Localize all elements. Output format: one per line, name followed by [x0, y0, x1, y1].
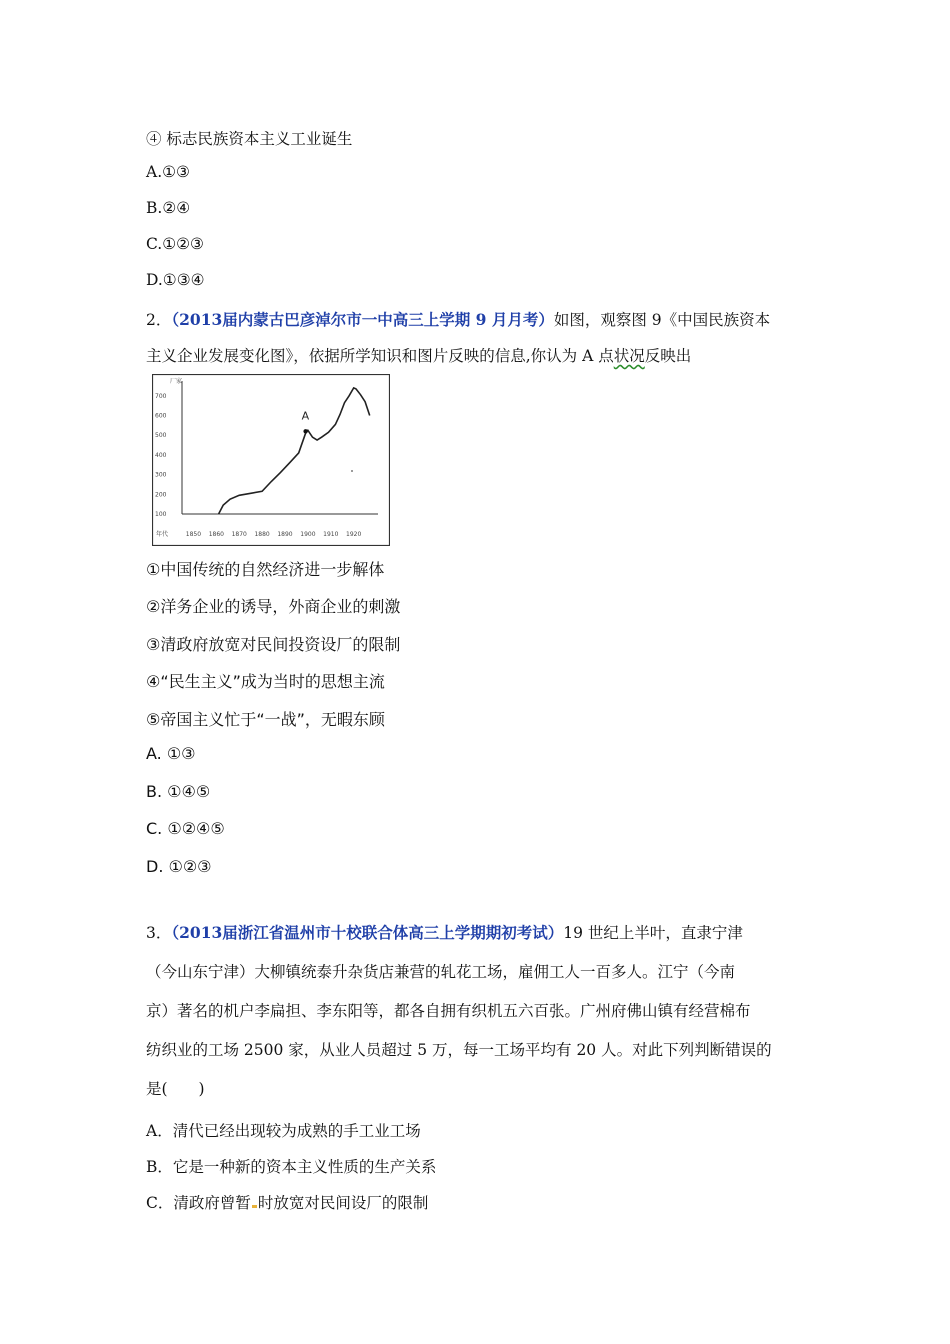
q1-option-a: A.①③ [146, 163, 190, 181]
x-tick-label: 1920 [346, 531, 362, 538]
x-tick-label: 1900 [300, 531, 316, 538]
q3-number: 3． [146, 924, 172, 942]
x-tick-label: 1860 [208, 531, 224, 538]
q2-option-d: D. ①②③ [146, 857, 212, 876]
q3-line-2: （今山东宁津）大柳镇统泰升杂货店兼营的轧花工场，雇佣工人一百多人。江宁（今南 [146, 963, 736, 981]
q1-option-c: C.①②③ [146, 235, 204, 253]
chart-point-a [303, 429, 307, 433]
stray-dot [351, 470, 353, 472]
q2-stem-line-1 [146, 308, 770, 330]
q3-stem-line-1 [146, 921, 743, 943]
q1-item-4: ④ 标志民族资本主义工业诞生 [146, 130, 353, 148]
q2-option-b: B. ①④⑤ [146, 782, 211, 801]
x-tick-label: 1870 [231, 531, 247, 538]
y-tick-label: 500 [155, 432, 167, 440]
q3-option-c-part-2: 时放宽对民间设厂的限制 [257, 1194, 429, 1212]
q2-item-2: ②洋务企业的诱导，外商企业的刺激 [146, 597, 401, 616]
q2-number: 2． [146, 311, 172, 329]
y-tick-label: 700 [155, 392, 167, 400]
x-tick-label: 1880 [254, 531, 270, 538]
q3-source: （2013届浙江省温州市十校联合体高三上学期期初考试） [171, 923, 564, 942]
x-tick-label: 1850 [185, 531, 202, 538]
q3-option-c [146, 1191, 428, 1213]
q2-item-4: ④“民生主义”成为当时的思想主流 [146, 672, 385, 691]
q2-stem-a: 如图，观察图 9《中国民族资本 [553, 311, 771, 329]
enterprise-chart [152, 374, 390, 546]
y-tick-label: 600 [155, 412, 167, 420]
y-tick-label: 300 [155, 471, 167, 479]
x-tick-label: 1890 [277, 531, 293, 538]
q1-option-b: B.②④ [146, 199, 191, 217]
y-tick-label: 100 [155, 511, 167, 518]
q2-item-1: ①中国传统的自然经济进一步解体 [146, 560, 385, 579]
y-tick-label: 200 [155, 491, 167, 499]
q3-line-1: 19 世纪上半叶，直隶宁津 [563, 924, 743, 942]
q3-option-c-part-1: C．清政府曾暂 [146, 1194, 251, 1212]
x-axis-label: 年代 [156, 531, 169, 538]
q2-item-5: ⑤帝国主义忙于“一战”，无暇东顾 [146, 710, 385, 729]
q2-stem-c: 反映出 [644, 347, 692, 365]
q1-option-d: D.①③④ [146, 271, 205, 289]
q2-item-3: ③清政府放宽对民间投资设厂的限制 [146, 635, 401, 654]
q3-line-5: 是( ) [146, 1080, 205, 1098]
q2-stem-wavy: 状况 [613, 347, 645, 365]
q3-line-4: 纺织业的工场 2500 家，从业人员超过 5 万，每一工场平均有 20 人。对此下列判断错误的 [146, 1041, 772, 1059]
q2-stem-b: 主义企业发展变化图》，依据所学知识和图片反映的信息,你认为 A 点 [146, 347, 614, 365]
q3-line-3: 京）著名的机户李扁担、李东阳等，都各自拥有织机五六百张。广州府佛山镇有经营棉布 [146, 1002, 751, 1020]
q3-option-b: B．它是一种新的资本主义性质的生产关系 [146, 1158, 437, 1176]
y-axis-label: 厂家 [170, 378, 183, 385]
q2-option-a: A. ①③ [146, 744, 196, 763]
q2-stem-line-2 [146, 344, 691, 366]
x-tick-label: 1910 [323, 531, 339, 538]
q2-source: （2013届内蒙古巴彦淖尔市一中高三上学期 9 月月考） [171, 310, 554, 329]
q3-option-a: A．清代已经出现较为成熟的手工业工场 [146, 1122, 421, 1140]
y-tick-label: 400 [155, 451, 167, 459]
marker-icon [252, 1205, 257, 1208]
chart-annotation-a: A [301, 409, 310, 423]
q2-option-c: C. ①②④⑤ [146, 819, 225, 838]
